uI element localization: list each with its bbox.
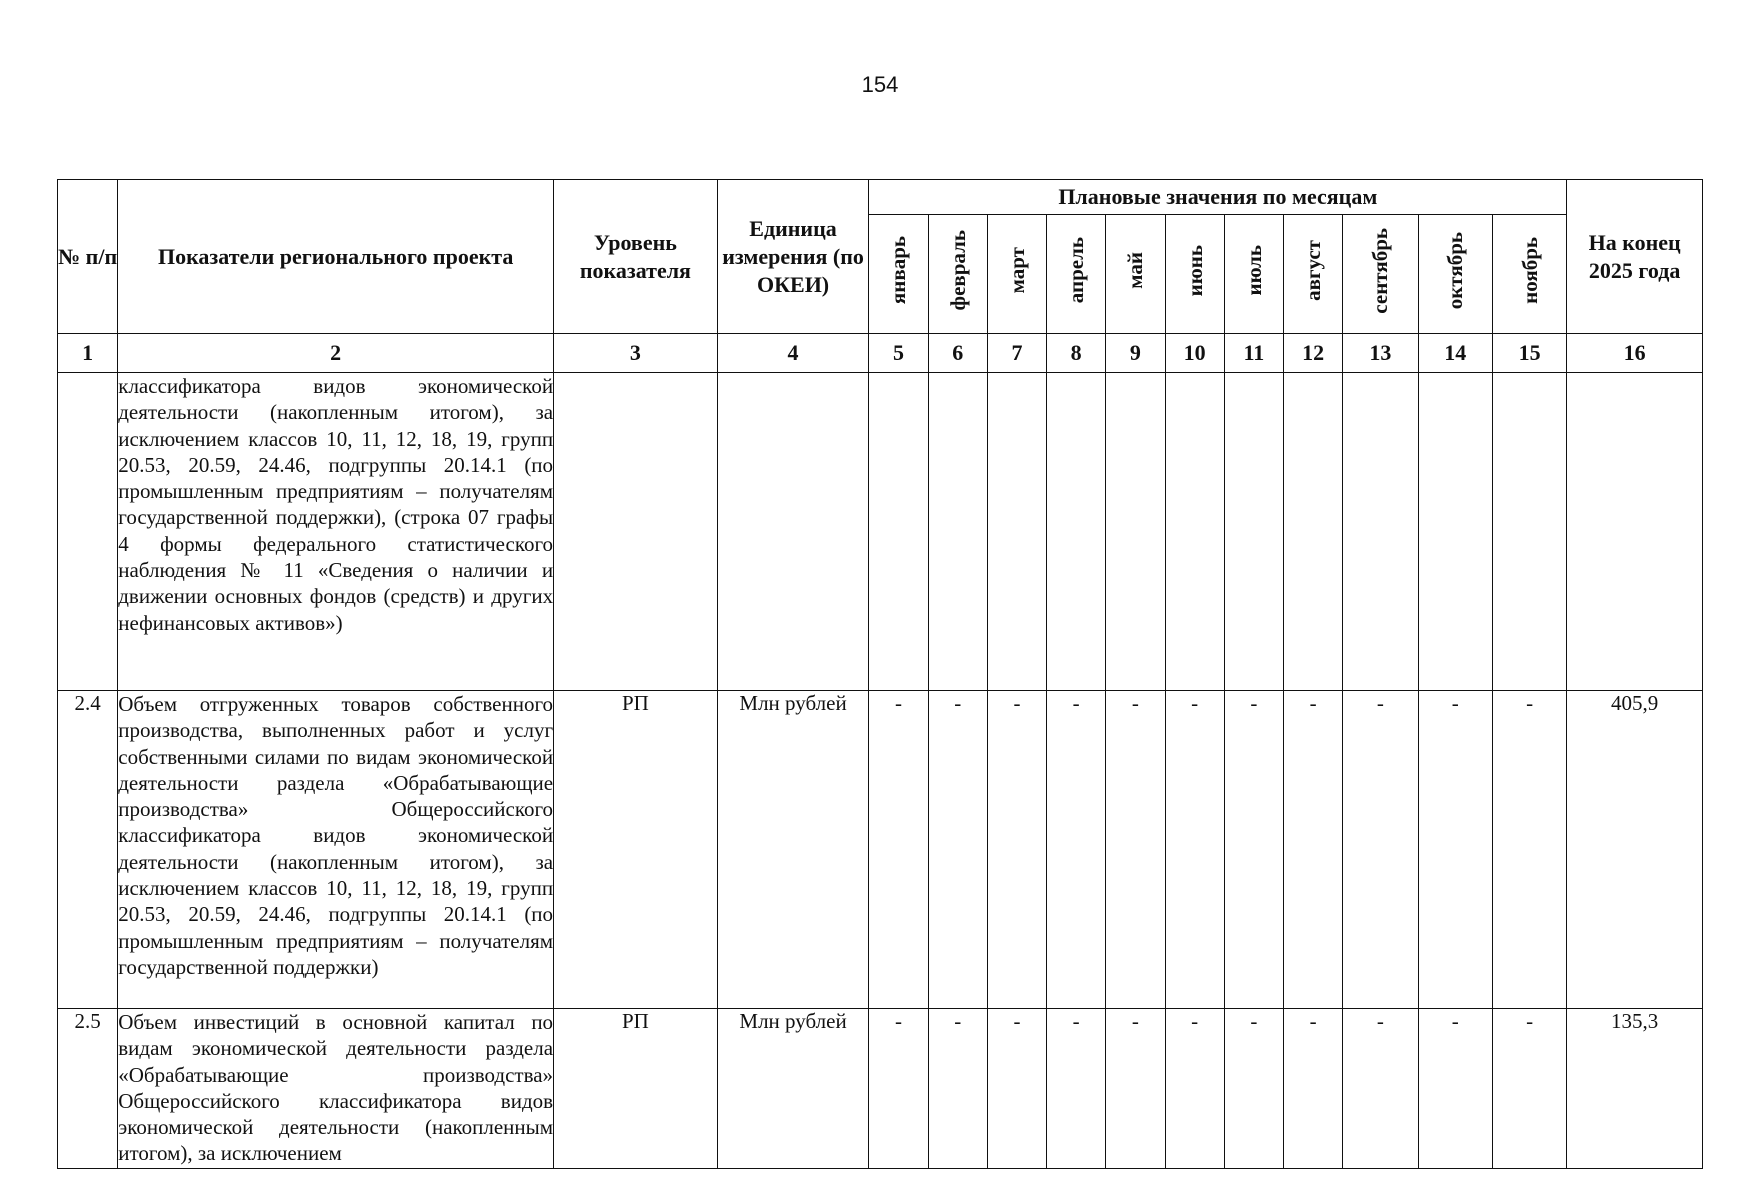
- row-number: 2.5: [58, 1009, 118, 1169]
- header-total: На конец 2025 года: [1567, 180, 1703, 334]
- header-level: Уровень показателя: [554, 180, 718, 334]
- row-month-value: [1418, 373, 1492, 691]
- header-months-group: Плановые значения по месяцам: [869, 180, 1567, 215]
- row-month-value: -: [1165, 1009, 1224, 1169]
- row-unit: Млн рублей: [717, 691, 869, 1009]
- header-month: январь: [869, 215, 928, 334]
- column-number: 13: [1343, 334, 1418, 373]
- row-month-value: [1047, 373, 1106, 691]
- row-total: 135,3: [1567, 1009, 1703, 1169]
- row-month-value: -: [1106, 691, 1165, 1009]
- column-number: 5: [869, 334, 928, 373]
- header-unit: Единица измерения (по ОКЕИ): [717, 180, 869, 334]
- row-month-value: [1106, 373, 1165, 691]
- header-month: октябрь: [1418, 215, 1492, 334]
- header-month: июль: [1224, 215, 1283, 334]
- row-month-value: -: [928, 1009, 987, 1169]
- row-level: [554, 373, 718, 691]
- header-month: март: [987, 215, 1046, 334]
- row-month-value: -: [987, 1009, 1046, 1169]
- header-month: май: [1106, 215, 1165, 334]
- row-month-value: -: [869, 1009, 928, 1169]
- table-row: [58, 373, 1703, 691]
- row-description: Объем инвестиций в основной капитал по видам экономической деятельности раздела «Обрабатывающие производства» Общероссийского классификатора видов экономической деятельности (накопленным итогом), за исключением: [118, 1009, 554, 1169]
- row-month-value: -: [869, 691, 928, 1009]
- row-month-value: -: [1343, 1009, 1418, 1169]
- row-month-value: -: [1418, 691, 1492, 1009]
- column-number: 7: [987, 334, 1046, 373]
- row-month-value: -: [1284, 1009, 1343, 1169]
- column-number: 2: [118, 334, 554, 373]
- column-number: 15: [1492, 334, 1566, 373]
- header-month: февраль: [928, 215, 987, 334]
- row-total: [1567, 373, 1703, 691]
- indicators-table: [57, 179, 1703, 1169]
- row-month-value: -: [1224, 691, 1283, 1009]
- row-description: классификатора видов экономической деятельности (накопленным итогом), за исключением классов 10, 11, 12, 18, 19, групп 20.53, 20.59, 24.46, подгруппы 20.14.1 (по промышленным предприятиям – получателям государственной поддержки), (строка 07 графы 4 формы федерального статистического наблюдения № 11 «Сведения о наличии и движении основных фондов (средств) и других нефинансовых активов»): [118, 373, 554, 691]
- row-number: [58, 373, 118, 691]
- row-month-value: [869, 373, 928, 691]
- row-month-value: [1343, 373, 1418, 691]
- table-row: [58, 691, 1703, 1009]
- column-number: 1: [58, 334, 118, 373]
- row-total: 405,9: [1567, 691, 1703, 1009]
- header-month: ноябрь: [1492, 215, 1566, 334]
- row-unit: Млн рублей: [717, 1009, 869, 1169]
- row-month-value: -: [1492, 691, 1566, 1009]
- row-month-value: -: [1418, 1009, 1492, 1169]
- row-number: 2.4: [58, 691, 118, 1009]
- header-month: сентябрь: [1343, 215, 1418, 334]
- row-month-value: -: [1165, 691, 1224, 1009]
- row-month-value: -: [987, 691, 1046, 1009]
- column-number: 9: [1106, 334, 1165, 373]
- page-number: 154: [861, 72, 899, 97]
- row-month-value: -: [928, 691, 987, 1009]
- row-month-value: [1284, 373, 1343, 691]
- row-unit: [717, 373, 869, 691]
- column-number: 4: [717, 334, 869, 373]
- row-month-value: -: [1343, 691, 1418, 1009]
- row-month-value: [987, 373, 1046, 691]
- column-number: 16: [1567, 334, 1703, 373]
- row-level: РП: [554, 691, 718, 1009]
- column-number: 12: [1284, 334, 1343, 373]
- header-month: июнь: [1165, 215, 1224, 334]
- column-number: 8: [1047, 334, 1106, 373]
- row-month-value: -: [1492, 1009, 1566, 1169]
- column-number: 6: [928, 334, 987, 373]
- row-description: Объем отгруженных товаров собственного производства, выполненных работ и услуг собственными силами по видам экономической деятельности раздела «Обрабатывающие производства» Общероссийского классификатора видов экономической деятельности (накопленным итогом), за исключением классов 10, 11, 12, 18, 19, групп 20.53, 20.59, 24.46, подгруппы 20.14.1 (по промышленным предприятиям – получателям государственной поддержки): [118, 691, 554, 1009]
- header-num: № п/п: [58, 180, 118, 334]
- table-row: [58, 1009, 1703, 1169]
- row-month-value: -: [1047, 691, 1106, 1009]
- row-month-value: -: [1284, 691, 1343, 1009]
- column-number: 3: [554, 334, 718, 373]
- row-month-value: [1492, 373, 1566, 691]
- row-month-value: [1165, 373, 1224, 691]
- row-level: РП: [554, 1009, 718, 1169]
- header-month: август: [1284, 215, 1343, 334]
- header-month: апрель: [1047, 215, 1106, 334]
- row-month-value: [928, 373, 987, 691]
- column-number-row: [58, 334, 1703, 373]
- row-month-value: -: [1106, 1009, 1165, 1169]
- column-number: 10: [1165, 334, 1224, 373]
- row-month-value: -: [1224, 1009, 1283, 1169]
- row-month-value: [1224, 373, 1283, 691]
- row-month-value: -: [1047, 1009, 1106, 1169]
- column-number: 11: [1224, 334, 1283, 373]
- header-indicator: Показатели регионального проекта: [118, 180, 554, 334]
- header-row-top: [58, 180, 1703, 215]
- column-number: 14: [1418, 334, 1492, 373]
